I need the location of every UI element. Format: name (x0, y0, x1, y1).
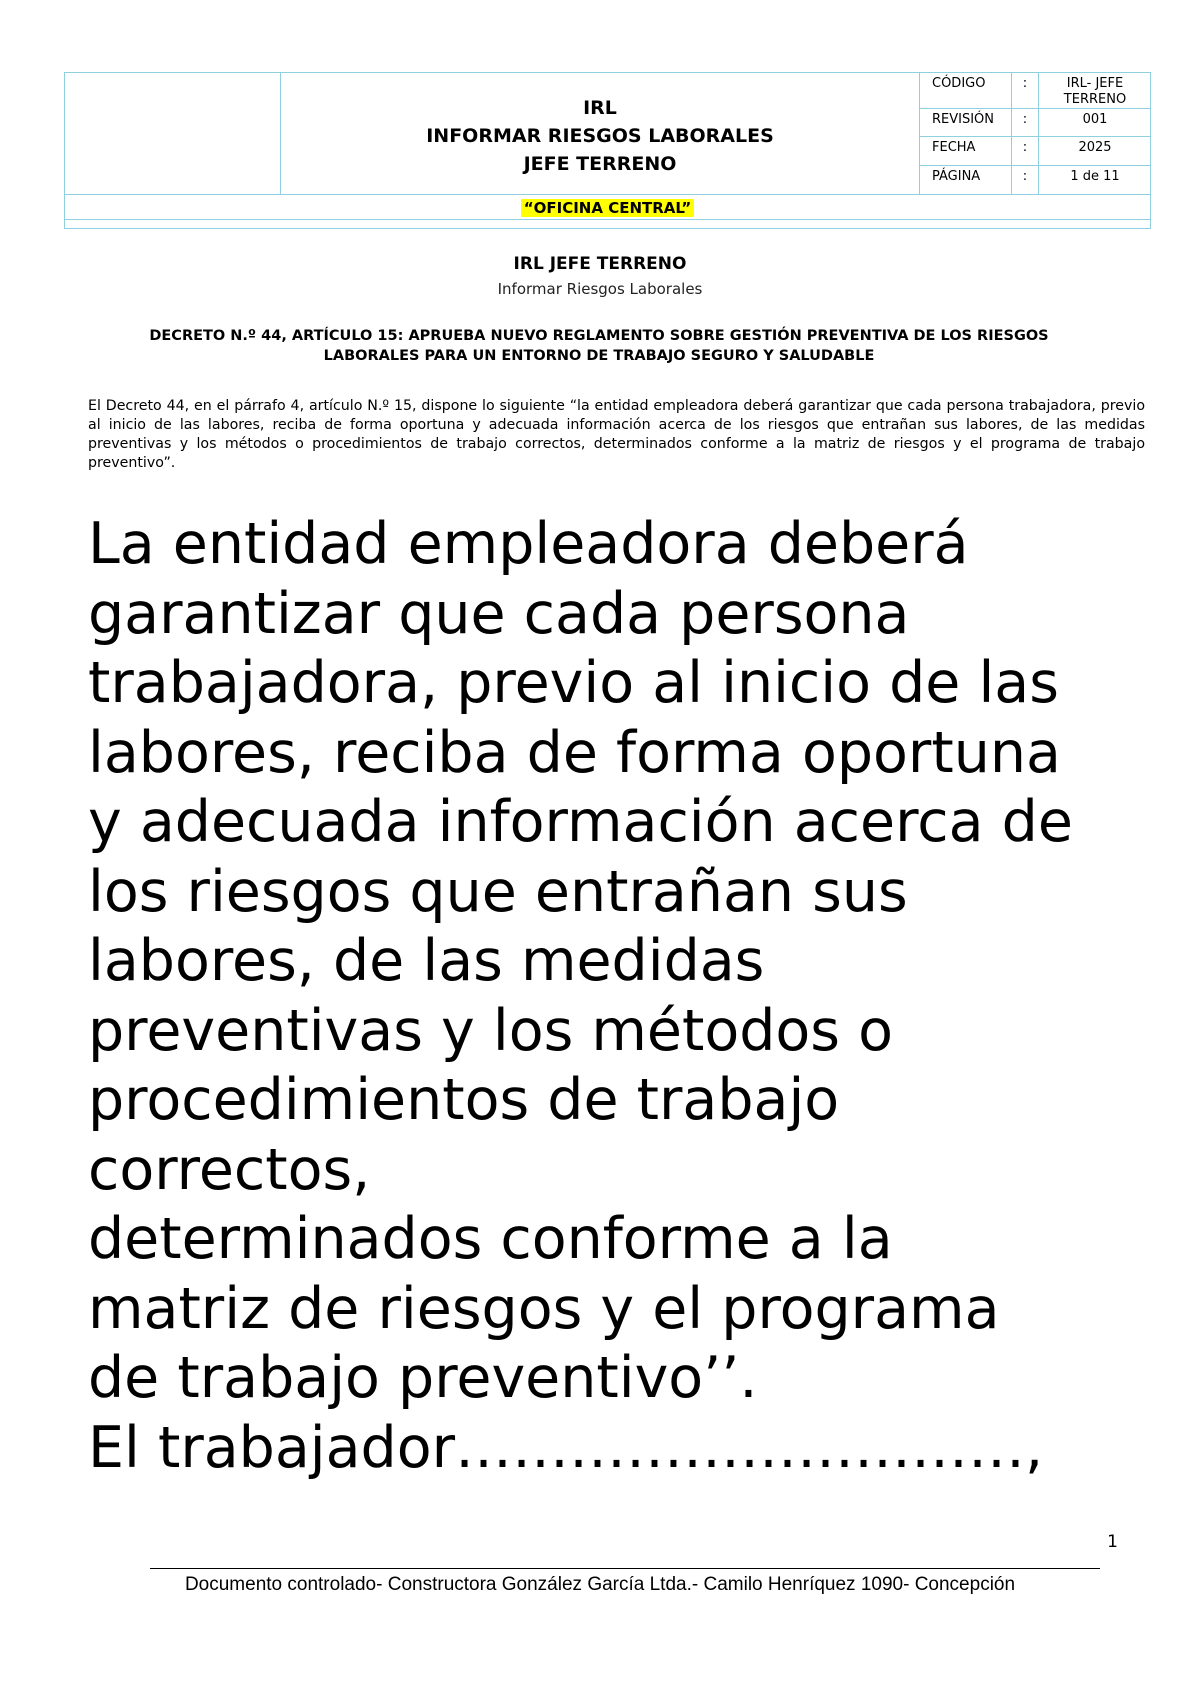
title-line-1: IRL (583, 96, 617, 119)
meta-value: IRL- JEFE TERRENO (1063, 76, 1127, 107)
logo-cell (65, 73, 281, 194)
meta-colon: : (1012, 137, 1039, 165)
document-title-block (281, 73, 919, 194)
office-label-wrap (65, 198, 1150, 217)
document-header-table (64, 72, 1151, 229)
document-meta-grid (919, 73, 1150, 194)
intro-paragraph: El Decreto 44, en el párrafo 4, artículo N.º 15, dispone lo siguiente “la entidad empleadora deberá garantizar que cada persona trabajadora, previo al inicio de las labores, reciba de forma oportuna y adecuada información acerca de los riesgos que entrañan sus labores, de las medidas preventivas y los métodos o procedimientos de trabajo correctos, determinados conforme a la matriz de riesgos y el programa de trabajo preventivo”. (88, 398, 1145, 471)
meta-value: 1 de 11 (1070, 169, 1120, 184)
meta-row-pagina (920, 166, 1151, 194)
title-line-3: JEFE TERRENO (523, 152, 677, 175)
footer-divider (150, 1568, 1100, 1569)
meta-value: 001 (1082, 112, 1108, 127)
large-quote-text: La entidad empleadora deberá garantizar que cada persona trabajadora, previo al inicio de las labores, reciba de forma oportuna y adecuada información acerca de los riesgos que entrañan sus labores, de las medidas preventivas y los métodos o procedimientos de trabajo correctos, determinados conforme a la matriz de riesgos y el programa de trabajo preventivo’’. El trabajador…………………………, (88, 511, 1073, 1481)
office-label: “OFICINA CENTRAL” (521, 199, 694, 217)
office-divider (65, 219, 1150, 221)
meta-label: PÁGINA (920, 166, 1012, 194)
office-row (65, 194, 1150, 228)
meta-colon: : (1012, 109, 1039, 136)
meta-row-codigo (920, 73, 1151, 109)
meta-colon: : (1012, 166, 1039, 194)
document-subheading: Informar Riesgos Laborales (497, 280, 703, 298)
meta-colon: : (1012, 73, 1039, 108)
meta-row-revision (920, 109, 1151, 137)
footer-text: Documento controlado- Constructora González García Ltda.- Camilo Henríquez 1090- Concepción (184, 1574, 1016, 1595)
meta-label: CÓDIGO (920, 73, 1012, 108)
page-number: 1 (1107, 1532, 1118, 1552)
decree-title: DECRETO N.º 44, ARTÍCULO 15: APRUEBA NUEVO REGLAMENTO SOBRE GESTIÓN PREVENTIVA DE LOS RIESGOS LABORALES PARA UN ENTORNO DE TRABAJO SEGURO Y SALUDABLE (149, 328, 1049, 364)
meta-label: REVISIÓN (920, 109, 1012, 136)
document-heading: IRL JEFE TERRENO (513, 254, 687, 274)
title-line-2: INFORMAR RIESGOS LABORALES (426, 124, 774, 147)
meta-label: FECHA (920, 137, 1012, 165)
meta-row-fecha (920, 137, 1151, 166)
meta-value: 2025 (1078, 140, 1112, 155)
